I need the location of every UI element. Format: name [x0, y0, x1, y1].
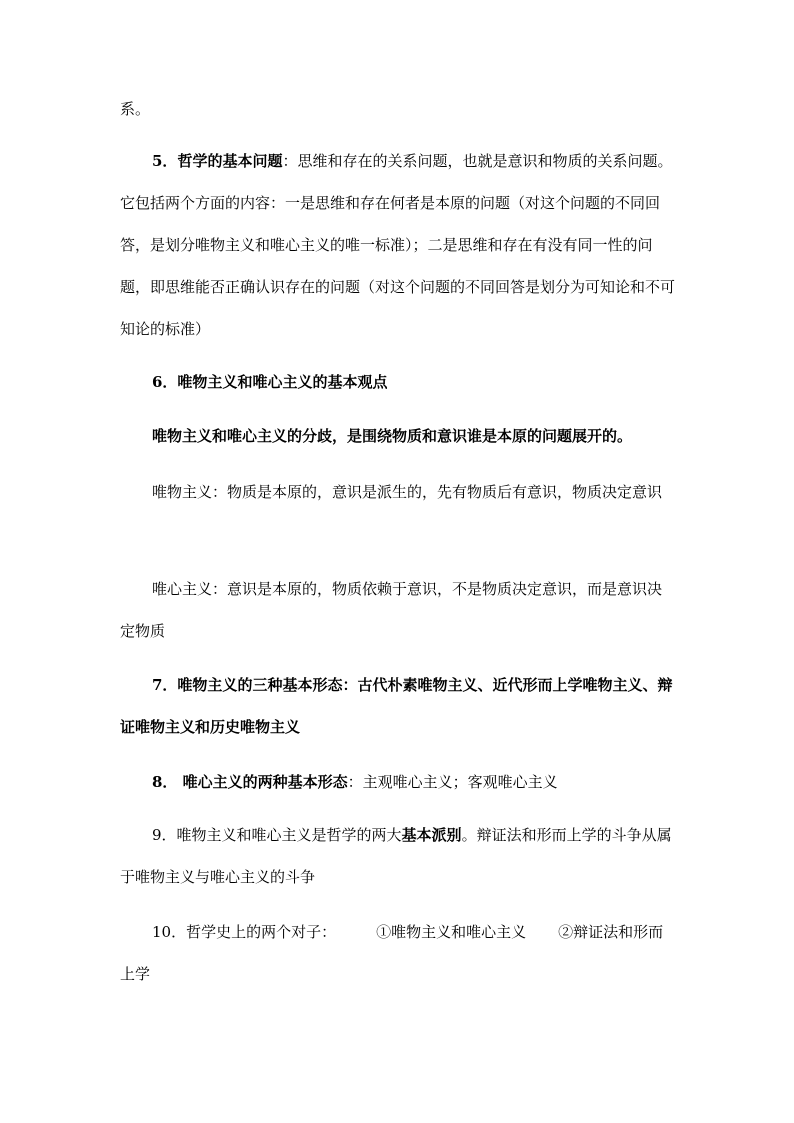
- p10-label: 10．哲学史上的两个对子：: [152, 923, 337, 941]
- p5-number: 5．: [152, 152, 178, 170]
- paragraph-idealism: [120, 568, 676, 652]
- paragraph-10: [120, 911, 676, 995]
- p10-item1: ①唯物主义和唯心主义: [376, 923, 527, 941]
- continued-text: 系。: [120, 100, 151, 118]
- p8-body: ：主观唯心主义；客观唯心主义: [347, 773, 558, 791]
- paragraph-6-heading: [120, 361, 676, 403]
- p9-after: 。辩证法和形而上学的斗争从属于唯物主义与唯心主义的斗争: [120, 826, 672, 886]
- p10-item2: ②辩证法和形而上学: [120, 923, 664, 983]
- paragraph-9: [120, 814, 676, 898]
- p6-materialism: 唯物主义：物质是本原的，意识是派生的，先有物质后有意识，物质决定意识: [152, 483, 663, 501]
- p5-title: 哲学的基本问题: [177, 152, 283, 170]
- paragraph-7: [120, 664, 676, 748]
- p6-idealism: 唯心主义：意识是本原的，物质依赖于意识，不是物质决定意识，而是意识决定物质: [120, 580, 663, 640]
- p7-text: 7．唯物主义的三种基本形态：古代朴素唯物主义、近代形而上学唯物主义、辩证唯物主义和历史唯物主义: [120, 676, 673, 736]
- paragraph-materialism: [120, 471, 676, 513]
- p5-body: ：思维和存在的关系问题，也就是意识和物质的关系问题。它包括两个方面的内容：一是思维和存在何者是本原的问题（对这个问题的不同回答，是划分唯物主义和唯心主义的唯一标准）；二是思维和存在有没有同一性的问题，即思维能否正确认识存在的问题（对这个问题的不同回答是划分为可知论和不可知论的标准）: [120, 152, 676, 338]
- paragraph-5: [120, 140, 676, 350]
- paragraph-8: [120, 761, 676, 803]
- p6-divergence: 唯物主义和唯心主义的分歧，是围绕物质和意识谁是本原的问题展开的。: [152, 427, 633, 445]
- p8-title: 8． 唯心主义的两种基本形态: [152, 773, 348, 791]
- p6-heading: 6．唯物主义和唯心主义的基本观点: [152, 373, 388, 391]
- continued-paragraph: [120, 88, 676, 130]
- p9-before: 9．唯物主义和唯心主义是哲学的两大: [152, 826, 402, 844]
- paragraph-6-divergence: [120, 415, 676, 457]
- p9-bold: 基本派别: [401, 826, 462, 844]
